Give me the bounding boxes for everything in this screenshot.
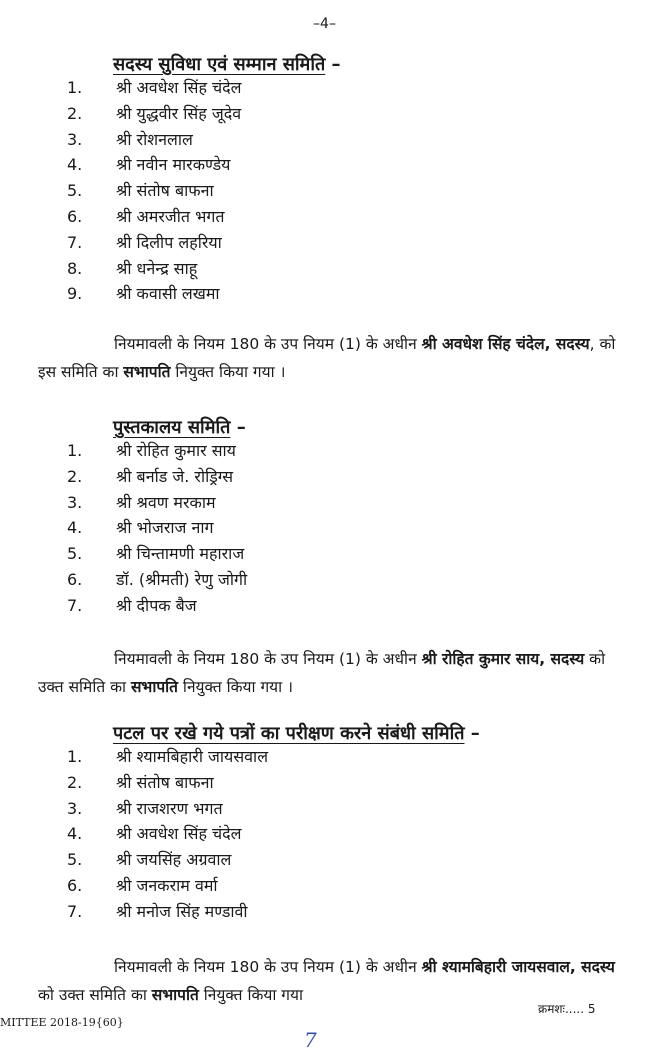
section-3-title: पटल पर रखे गये पत्रों का परीक्षण करने संबंधी समिति –: [113, 723, 480, 744]
page-number: –4–: [313, 16, 336, 32]
section-2-title: पुस्तकालय समिति –: [113, 417, 246, 438]
section-3-chairman-paragraph: नियमावली के नियम 180 के उप नियम (1) के अधीन श्री श्यामबिहारी जायसवाल, सदस्य को उक्त समिति का सभापति नियुक्त किया गया: [38, 958, 615, 1004]
handwritten-page-number: 7: [304, 1028, 317, 1052]
section-1-title: सदस्य सुविधा एवं सम्मान समिति –: [113, 54, 341, 75]
section-2-chairman-paragraph: नियमावली के नियम 180 के उप नियम (1) के अधीन श्री रोहित कुमार साय, सदस्य को उक्त समिति का सभापति नियुक्त किया गया ।: [38, 650, 606, 696]
continued-label: क्रमशः..... 5: [538, 1002, 596, 1016]
section-1-chairman-paragraph: नियमावली के नियम 180 के उप नियम (1) के अधीन श्री अवधेश सिंह चंदेल, सदस्य, को इस समिति का सभापति नियुक्त किया गया ।: [38, 335, 616, 381]
footer-code: MITTEE 2018-19{60}: [0, 1016, 124, 1029]
